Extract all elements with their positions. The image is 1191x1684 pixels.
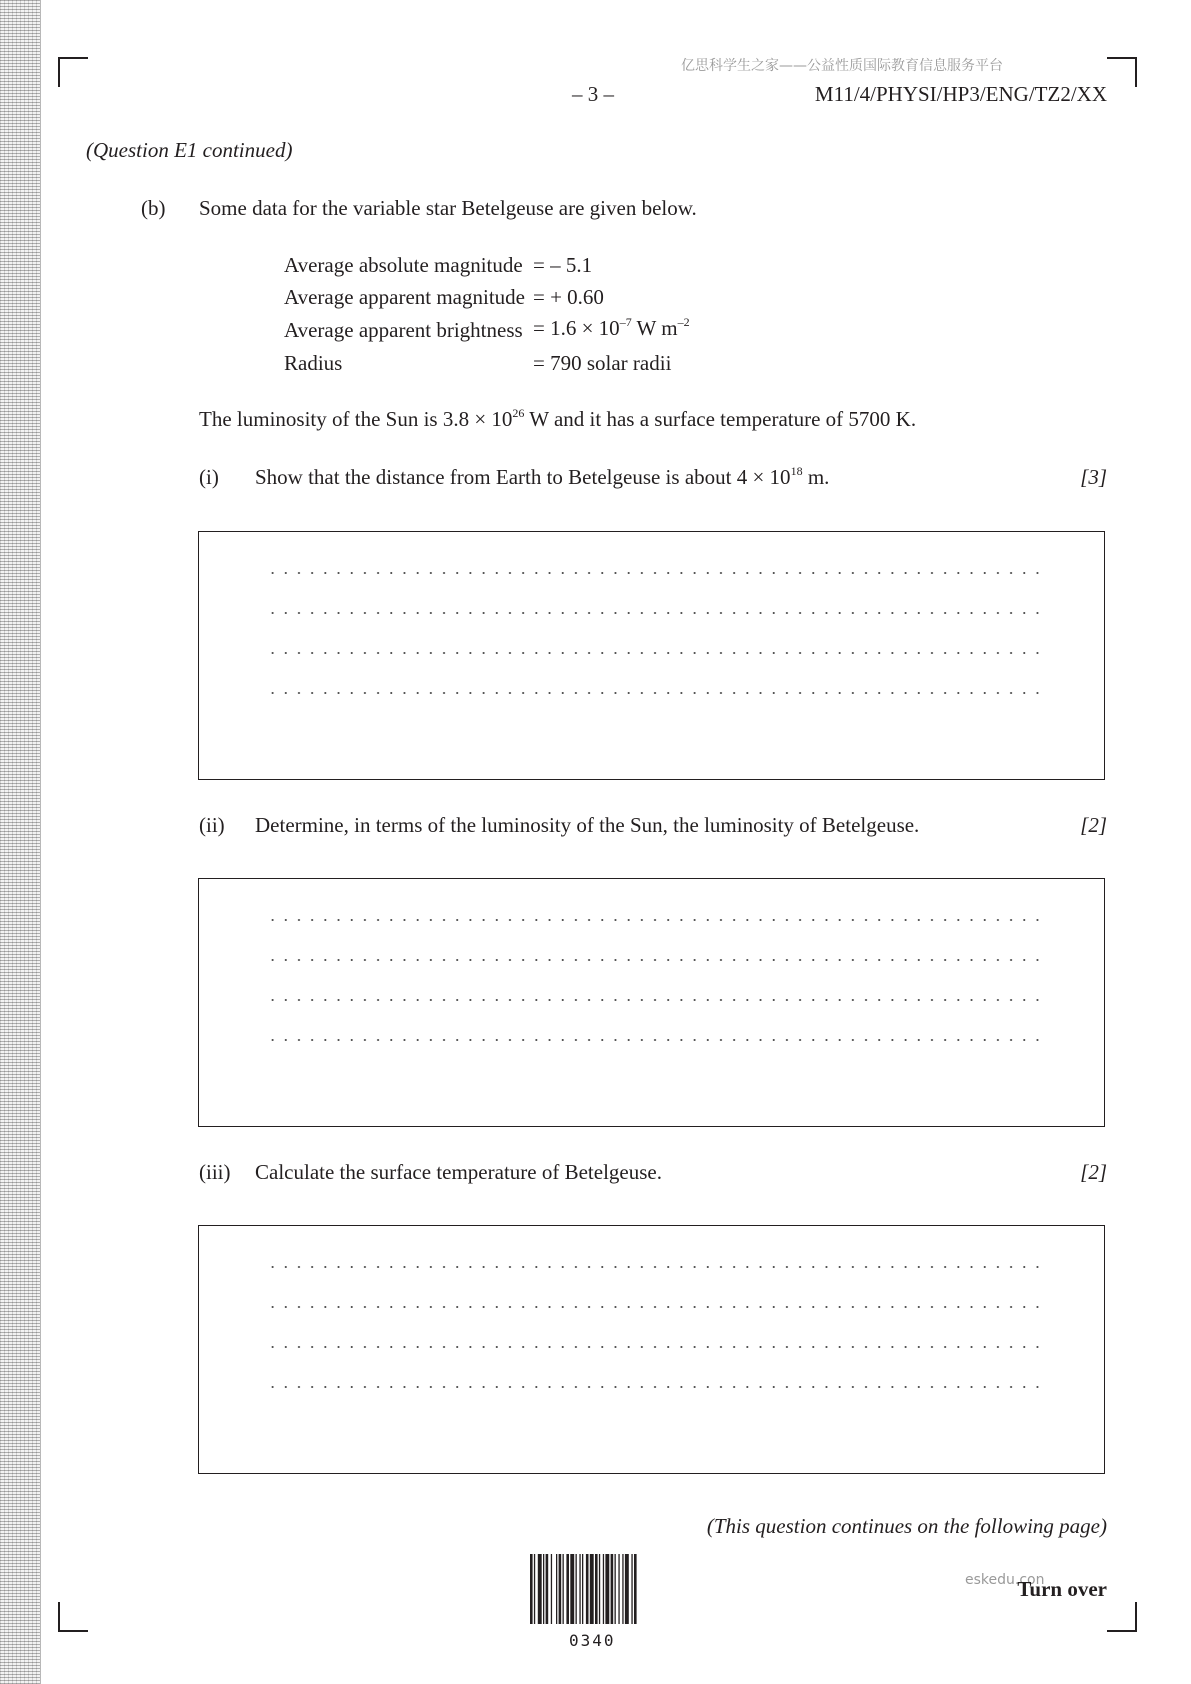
question-i-marks: [3]: [1080, 465, 1107, 489]
data-label: Radius: [284, 350, 343, 375]
data-value: = $1.6 \times 10^{-7}$ W $m^{-2}$: [533, 315, 690, 340]
answer-line: [266, 919, 1039, 921]
question-ii-label: (ii): [199, 813, 225, 837]
data-label: Average absolute magnitude: [284, 253, 523, 277]
answer-line: [266, 692, 1039, 694]
data-label: Average apparent brightness: [284, 317, 523, 342]
crop-mark-top-left: [58, 57, 88, 87]
question-iii-label: (iii): [199, 1160, 231, 1184]
answer-line: [266, 1386, 1039, 1388]
page-number: – 3 –: [572, 82, 614, 106]
answer-line: [266, 652, 1039, 654]
crop-mark-bottom-right: [1107, 1602, 1137, 1632]
answer-line: [266, 1346, 1039, 1348]
question-i-label: (i): [199, 465, 219, 489]
barcode-number: 0340: [569, 1631, 616, 1650]
part-b-label: (b): [141, 196, 166, 220]
question-i-text: Show that the distance from Earth to Betelgeuse is about $4 \times 10^{18}$ m.: [255, 464, 830, 489]
answer-line: [266, 1306, 1039, 1308]
continued-label: (Question E1 continued): [86, 138, 293, 162]
answer-line: [266, 572, 1039, 574]
eskedu-watermark: eskedu.con: [965, 1572, 1045, 1588]
answer-line: [266, 1266, 1039, 1268]
data-value: = + 0.60: [533, 284, 604, 309]
data-row: [284, 250, 690, 282]
data-row: [284, 348, 690, 380]
answer-line: [266, 612, 1039, 614]
continues-note: (This question continues on the following page): [706, 1514, 1107, 1538]
question-iii-text: Calculate the surface temperature of Betelgeuse.: [255, 1160, 662, 1184]
betelgeuse-data-table: [284, 250, 690, 379]
answer-line: [266, 1039, 1039, 1041]
question-ii-marks: [2]: [1080, 813, 1107, 837]
answer-line: [266, 959, 1039, 961]
answer-box-ii[interactable]: [198, 878, 1105, 1127]
data-row: [284, 282, 690, 314]
question-ii-text: Determine, in terms of the luminosity of the Sun, the luminosity of Betelgeuse.: [255, 813, 920, 837]
binding-strip: [0, 0, 41, 1684]
part-b-intro: Some data for the variable star Betelgeuse are given below.: [199, 196, 697, 220]
answer-box-iii[interactable]: [198, 1225, 1105, 1474]
question-iii-marks: [2]: [1080, 1160, 1107, 1184]
answer-line: [266, 999, 1039, 1001]
answer-box-i[interactable]: [198, 531, 1105, 780]
data-row: [284, 313, 690, 348]
turn-over: Turn over: [1017, 1577, 1107, 1601]
barcode: [530, 1554, 660, 1624]
crop-mark-top-right: [1107, 57, 1137, 87]
paper-code: M11/4/PHYSI/HP3/ENG/TZ2/XX: [814, 82, 1107, 106]
watermark: 亿思科学生之家——公益性质国际教育信息服务平台: [681, 58, 1003, 74]
data-label: Average apparent magnitude: [284, 284, 525, 309]
crop-mark-bottom-left: [58, 1602, 88, 1632]
data-value: = 790 solar radii: [533, 350, 672, 375]
sun-luminosity-statement: The luminosity of the Sun is $3.8 \times 10^{26}$ W and it has a surface temperature of 5700 K.: [199, 406, 917, 431]
data-value: = – 5.1: [533, 253, 593, 277]
